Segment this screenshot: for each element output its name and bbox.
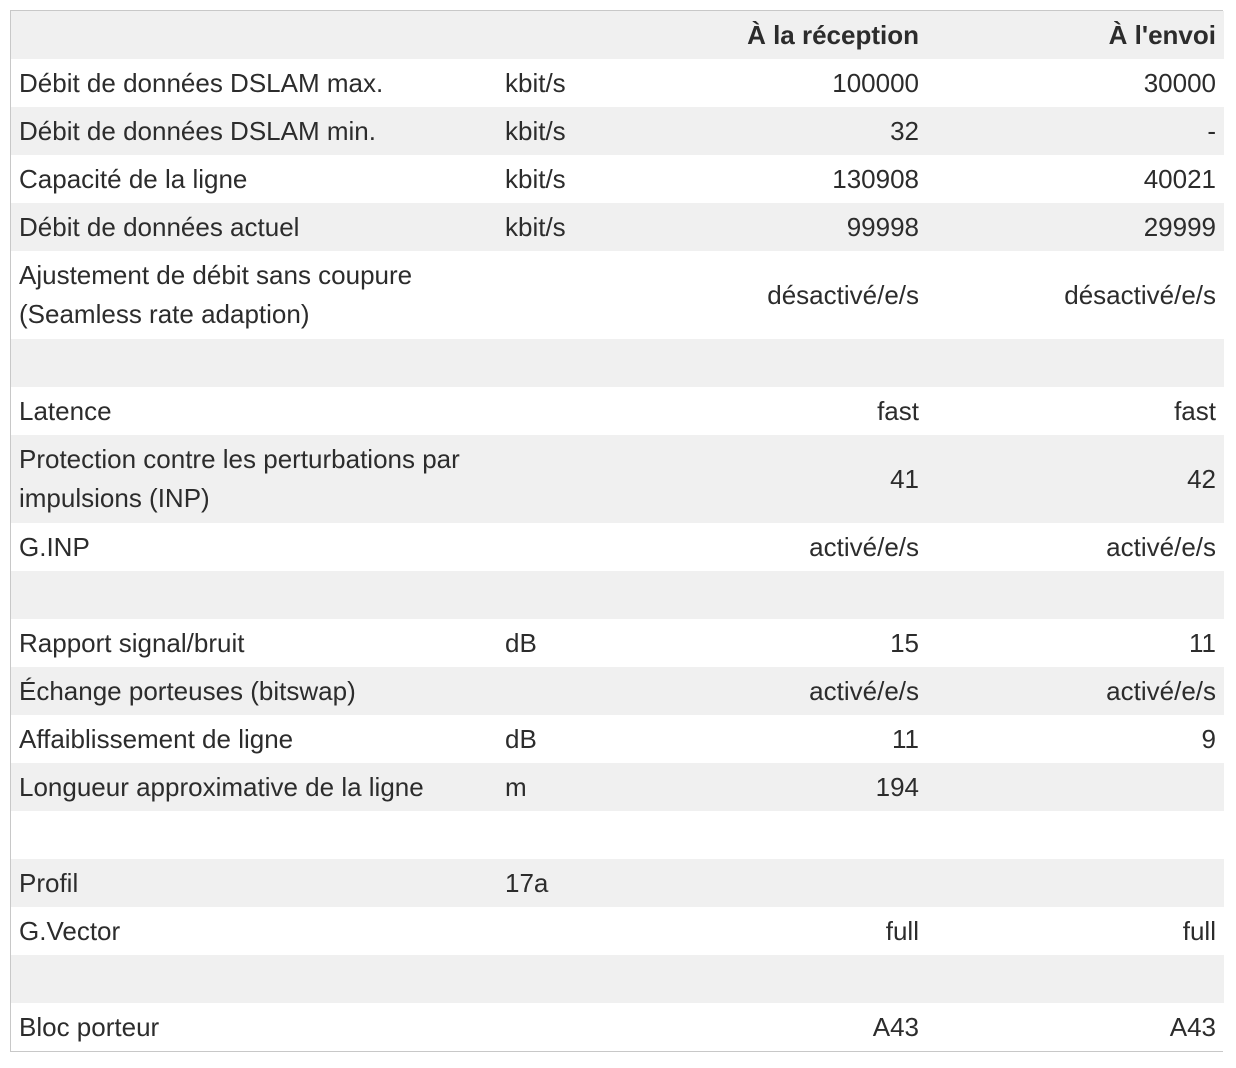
row-send-value: 42 [927,435,1224,523]
row-receive-value: 41 [737,435,927,523]
row-unit: m [497,763,737,811]
table-row [11,387,1224,435]
row-receive-value: 15 [737,619,927,667]
row-receive-value [737,339,927,387]
row-send-value: 29999 [927,203,1224,251]
header-label-cell [11,11,497,59]
row-unit [497,251,737,339]
row-receive-value [737,571,927,619]
row-receive-value: 32 [737,107,927,155]
row-receive-value [737,859,927,907]
table-row [11,715,1224,763]
row-receive-value: 130908 [737,155,927,203]
row-send-value: 11 [927,619,1224,667]
table-row [11,203,1224,251]
row-send-value: désactivé/e/s [927,251,1224,339]
row-unit [497,435,737,523]
row-send-value: 40021 [927,155,1224,203]
row-unit [497,1003,737,1051]
row-send-value [927,571,1224,619]
header-receive: À la réception [737,11,927,59]
row-label: Débit de données DSLAM min. [11,107,497,155]
table-row [11,907,1224,955]
row-label: Ajustement de débit sans coupure (Seamless rate adaption) [11,251,497,339]
row-receive-value: 11 [737,715,927,763]
row-send-value: activé/e/s [927,523,1224,571]
row-send-value: fast [927,387,1224,435]
row-unit: kbit/s [497,155,737,203]
row-send-value: - [927,107,1224,155]
row-unit: kbit/s [497,203,737,251]
row-send-value: full [927,907,1224,955]
table-row [11,59,1224,107]
row-send-value [927,339,1224,387]
row-receive-value: full [737,907,927,955]
row-unit: kbit/s [497,107,737,155]
row-unit [497,955,737,1003]
table-spacer-row [11,339,1224,387]
table-row [11,619,1224,667]
row-label: Débit de données DSLAM max. [11,59,497,107]
dsl-info-panel [10,10,1223,1052]
row-send-value: 30000 [927,59,1224,107]
row-unit: dB [497,715,737,763]
row-unit [497,387,737,435]
row-label: Échange porteuses (bitswap) [11,667,497,715]
table-header-row [11,11,1224,59]
row-label: G.INP [11,523,497,571]
row-send-value: 9 [927,715,1224,763]
row-unit [497,523,737,571]
row-receive-value: activé/e/s [737,523,927,571]
row-send-value [927,763,1224,811]
row-label: Protection contre les perturbations par impulsions (INP) [11,435,497,523]
row-unit [497,907,737,955]
row-label: Rapport signal/bruit [11,619,497,667]
row-unit: kbit/s [497,59,737,107]
row-send-value [927,955,1224,1003]
row-receive-value: 194 [737,763,927,811]
row-label: Profil [11,859,497,907]
row-label [11,571,497,619]
row-receive-value [737,955,927,1003]
table-spacer-row [11,571,1224,619]
row-label: Bloc porteur [11,1003,497,1051]
row-receive-value: activé/e/s [737,667,927,715]
row-label: Longueur approximative de la ligne [11,763,497,811]
row-receive-value: fast [737,387,927,435]
row-receive-value [737,811,927,859]
row-unit [497,811,737,859]
table-spacer-row [11,811,1224,859]
row-receive-value: 100000 [737,59,927,107]
row-receive-value: A43 [737,1003,927,1051]
row-send-value: A43 [927,1003,1224,1051]
table-row [11,1003,1224,1051]
row-label: Capacité de la ligne [11,155,497,203]
row-send-value: activé/e/s [927,667,1224,715]
row-label: Latence [11,387,497,435]
row-receive-value: désactivé/e/s [737,251,927,339]
row-label: G.Vector [11,907,497,955]
table-row [11,859,1224,907]
table-row [11,155,1224,203]
table-row [11,667,1224,715]
header-unit-cell [497,11,737,59]
row-label: Affaiblissement de ligne [11,715,497,763]
table-spacer-row [11,955,1224,1003]
row-label [11,339,497,387]
table-row [11,251,1224,339]
row-label [11,955,497,1003]
table-row [11,107,1224,155]
row-unit: dB [497,619,737,667]
table-row [11,523,1224,571]
row-send-value [927,811,1224,859]
row-receive-value: 99998 [737,203,927,251]
row-unit [497,667,737,715]
row-unit [497,571,737,619]
table-row [11,763,1224,811]
table-row [11,435,1224,523]
row-unit [497,339,737,387]
header-send: À l'envoi [927,11,1224,59]
row-label [11,811,497,859]
row-unit: 17a [497,859,737,907]
dsl-line-table [11,11,1224,1051]
row-label: Débit de données actuel [11,203,497,251]
row-send-value [927,859,1224,907]
